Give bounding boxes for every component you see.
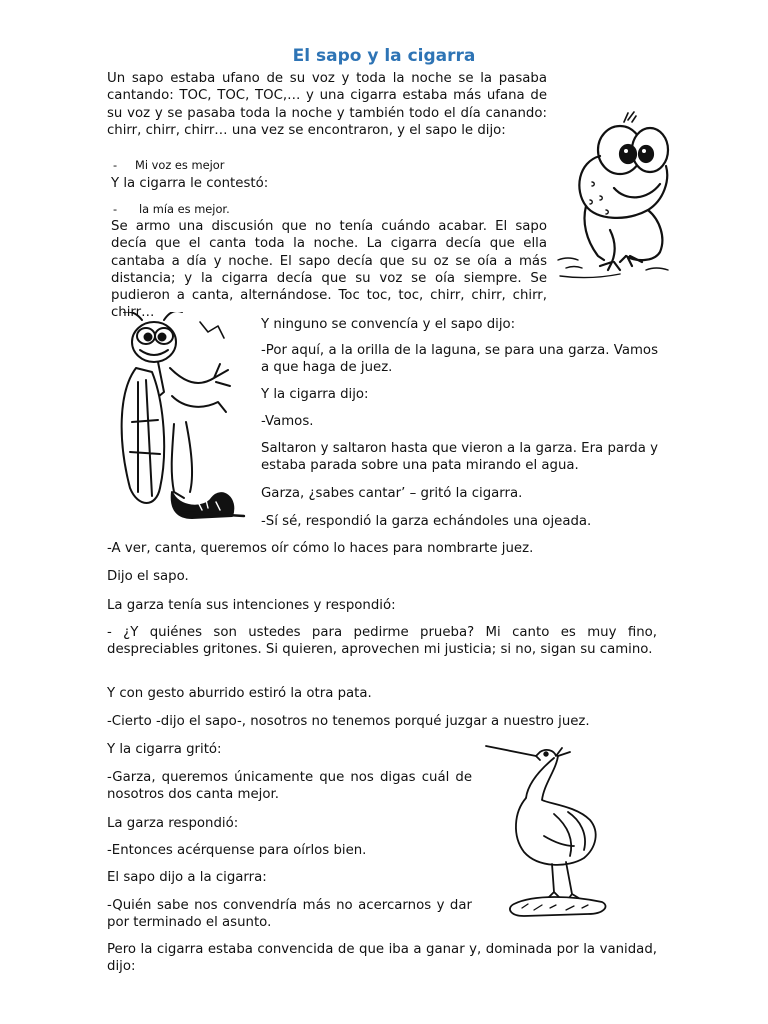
- paragraph-garza-sabes: Garza, ¿sabes cantar’ – gritó la cigarra.: [261, 486, 523, 501]
- paragraph-ninguno: Y ninguno se convencía y el sapo dijo:: [261, 317, 516, 332]
- cicada-illustration: [112, 312, 248, 528]
- paragraph-cierto: -Cierto -dijo el sapo-, nosotros no tenemos porqué juzgar a nuestro juez.: [107, 714, 590, 729]
- paragraph-por-aqui: -Por aquí, a la orilla de la laguna, se para una garza. Vamos a que haga de juez.: [261, 343, 658, 376]
- bullet-text: la mía es mejor.: [139, 202, 230, 216]
- paragraph-aburrido: Y con gesto aburrido estiró la otra pata.: [107, 686, 372, 701]
- paragraph-sapo-a-cigarra: El sapo dijo a la cigarra:: [107, 870, 267, 885]
- paragraph-si-se: -Sí sé, respondió la garza echándoles una ojeada.: [261, 514, 592, 529]
- page-title: El sapo y la cigarra: [292, 46, 476, 66]
- paragraph-quienes: - ¿Y quiénes son ustedes para pedirme prueba? Mi canto es muy fino, despreciables gritones. Si quieren, aprovechen mi justicia; si no, sigan su camino.: [107, 625, 657, 658]
- paragraph-pero: Pero la cigarra estaba convencida de que iba a ganar y, dominada por la vanidad, dijo:: [107, 942, 657, 975]
- paragraph-a-ver: -A ver, canta, queremos oír cómo lo haces para nombrarte juez.: [107, 541, 534, 556]
- discussion-paragraph: [111, 218, 547, 322]
- bullet-text: Mi voz es mejor: [135, 158, 225, 172]
- paragraph-entonces: -Entonces acérquense para oírlos bien.: [107, 843, 367, 858]
- heron-illustration: [484, 740, 618, 920]
- cigarra-contesto-line: Y la cigarra le contestó:: [111, 176, 269, 191]
- paragraph-cigarra-grito: Y la cigarra gritó:: [107, 742, 222, 757]
- paragraph-intenciones: La garza tenía sus intenciones y respondió:: [107, 598, 396, 613]
- frog-illustration: [556, 110, 674, 282]
- paragraph-vamos: -Vamos.: [261, 414, 314, 429]
- paragraph-garza-queremos: -Garza, queremos únicamente que nos digas cuál de nosotros dos canta mejor.: [107, 770, 472, 803]
- paragraph-quien-sabe: -Quién sabe nos convendría más no acercarnos y dar por terminado el asunto.: [107, 898, 472, 931]
- discussion-text: Se armo una discusión que no tenía cuándo acabar. El sapo decía que el canta toda la noche. La cigarra decía que ella cantaba a día y noche. El sapo decía que su oz se oía a más distancia; y la cigarra decía que su voz se oía siempre. Se pudieron a canta, alternándose. Toc toc, toc, chirr, chirr, chirr, chirr…: [111, 219, 547, 321]
- paragraph-cigarra-dijo: Y la cigarra dijo:: [261, 387, 369, 402]
- bullet-item-2: - la mía es mejor.: [113, 202, 230, 216]
- paragraph-garza-respondio: La garza respondió:: [107, 816, 239, 831]
- paragraph-dijo-sapo: Dijo el sapo.: [107, 569, 189, 584]
- intro-text: Un sapo estaba ufano de su voz y toda la noche se la pasaba cantando: TOC, TOC, TOC,… y una cigarra estaba más ufana de su voz y se pasaba toda la noche y también todo el día canando: chirr, chirr, chirr… una vez se encontraron, y el sapo le dijo:: [107, 71, 547, 138]
- paragraph-saltaron: Saltaron y saltaron hasta que vieron a la garza. Era parda y estaba parada sobre una pata mirando el agua.: [261, 441, 658, 474]
- bullet-item-1: - Mi voz es mejor: [113, 158, 225, 172]
